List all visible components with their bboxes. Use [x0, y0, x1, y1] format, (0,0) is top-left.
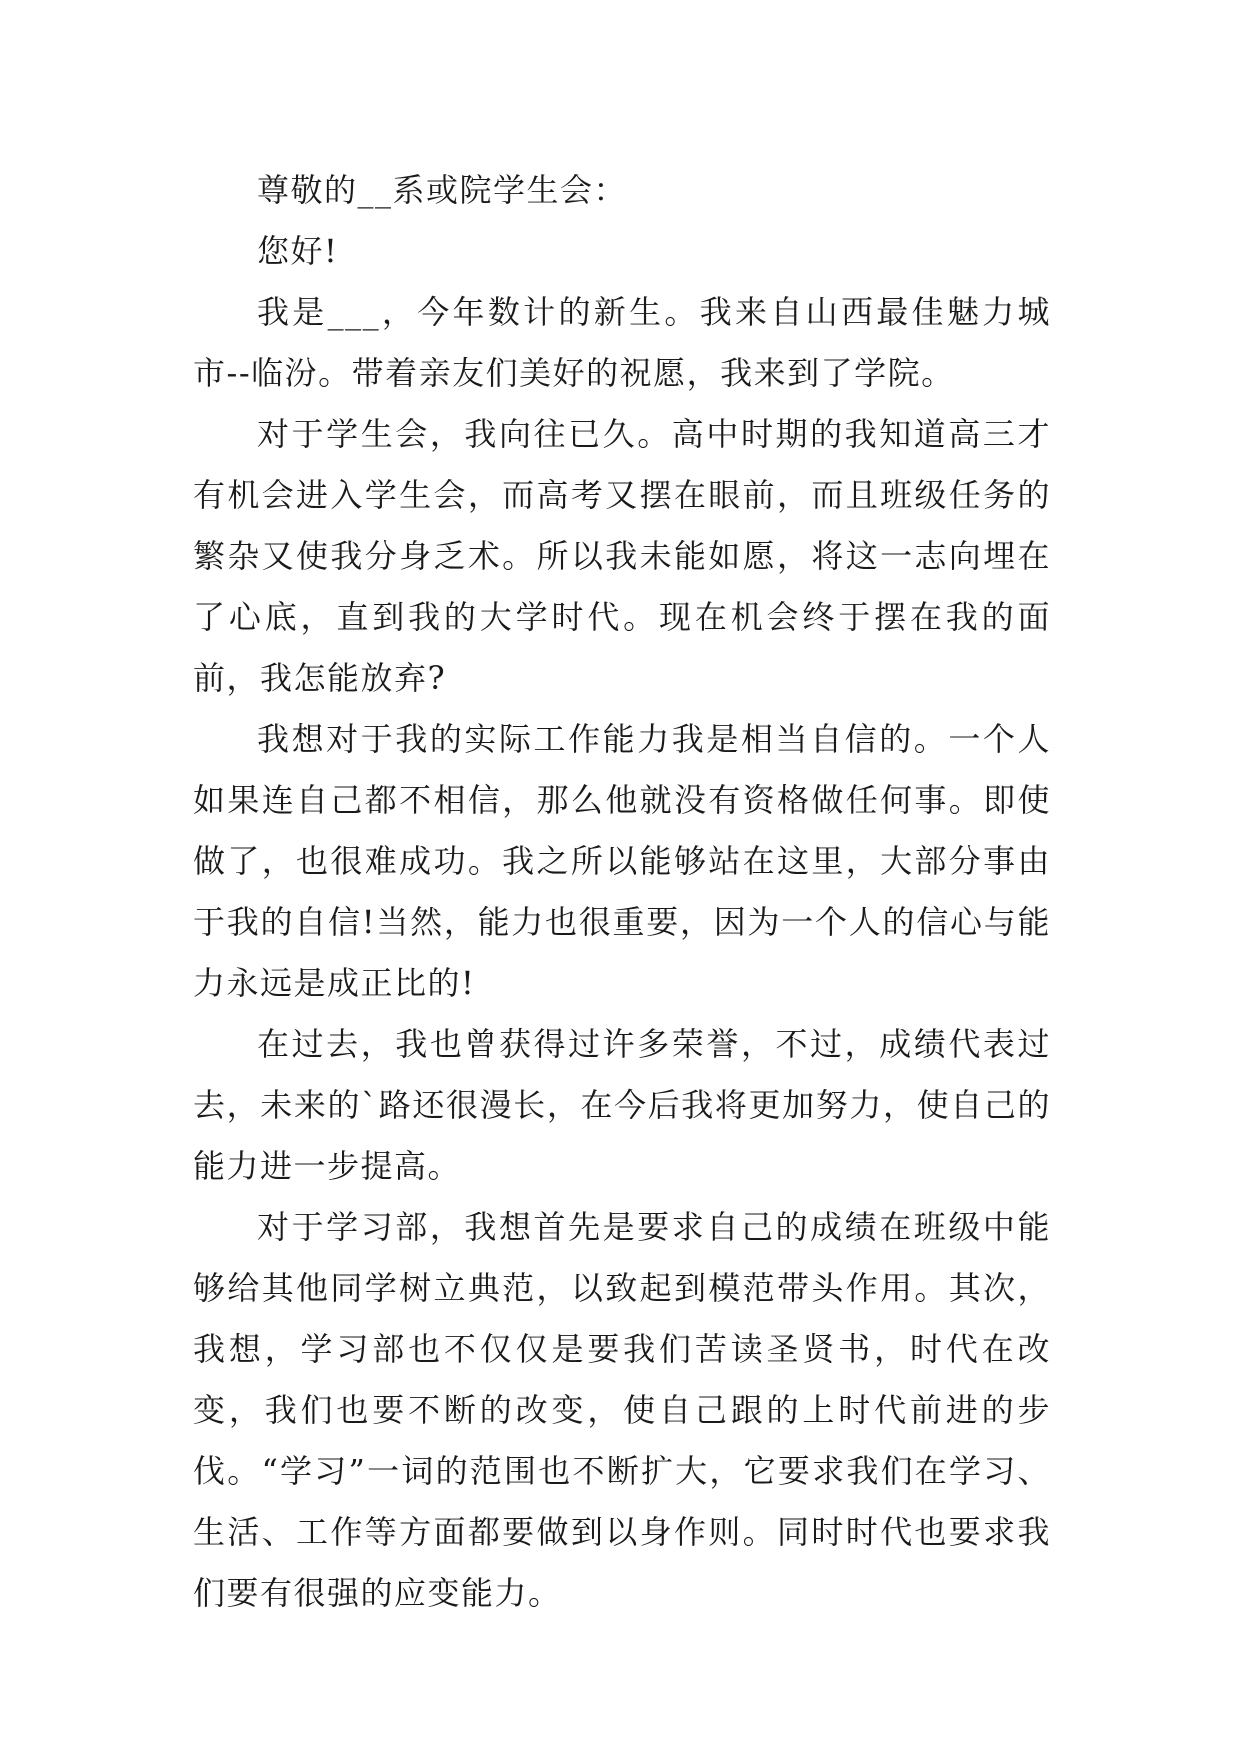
- paragraph-confidence: 我想对于我的实际工作能力我是相当自信的。一个人如果连自己都不相信，那么他就没有资格做任何事。即使做了，也很难成功。我之所以能够站在这里，大部分事由于我的自信!当然，能力也很重要，因为一个人的信心与能力永远是成正比的!: [193, 720, 1051, 1002]
- paragraph-aspiration: 对于学生会，我向往已久。高中时期的我知道高三才有机会进入学生会，而高考又摆在眼前，而且班级任务的繁杂又使我分身乏术。所以我未能如愿，将这一志向埋在了心底，直到我的大学时代。现在机会终于摆在我的面前，我怎能放弃?: [193, 415, 1051, 697]
- paragraph-intro: 我是___，今年数计的新生。我来自山西最佳魅力城市--临汾。带着亲友们美好的祝愿，我来到了学院。: [193, 293, 1051, 392]
- salutation: 尊敬的__系或院学生会：: [257, 171, 628, 209]
- greeting: 您好!: [257, 232, 339, 270]
- paragraph-honors: 在过去，我也曾获得过许多荣誉，不过，成绩代表过去，未来的`路还很漫长，在今后我将更加努力，使自己的能力进一步提高。: [193, 1025, 1051, 1185]
- letter-body: [193, 160, 1051, 1624]
- paragraph-study-department: 对于学习部，我想首先是要求自己的成绩在班级中能够给其他同学树立典范，以致起到模范带头作用。其次，我想，学习部也不仅仅是要我们苦读圣贤书，时代在改变，我们也要不断的改变，使自己跟的上时代前进的步伐。“学习”一词的范围也不断扩大，它要求我们在学习、生活、工作等方面都要做到以身作则。同时时代也要求我们要有很强的应变能力。: [193, 1208, 1051, 1612]
